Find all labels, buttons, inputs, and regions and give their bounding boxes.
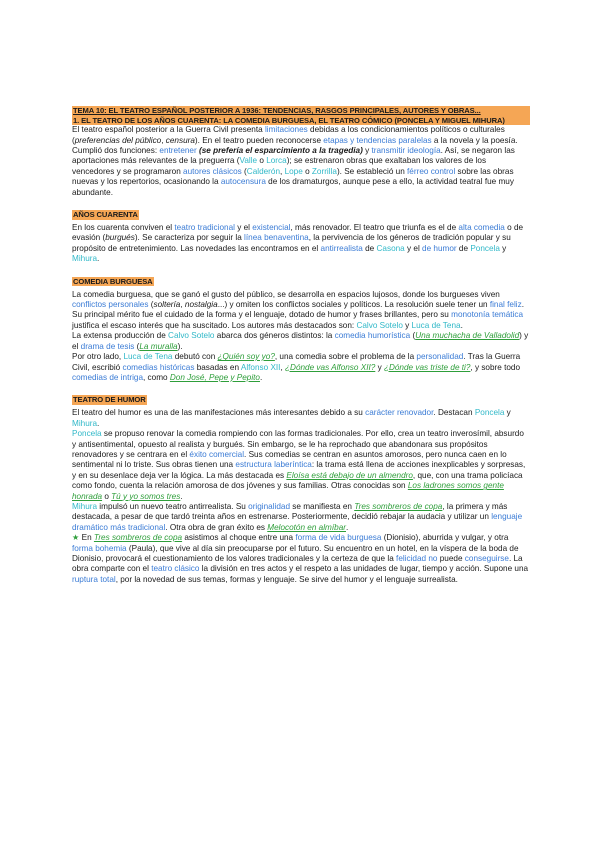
paragraph: ★ En Tres sombreros de copa asistimos al choque entre una forma de vida burguesa (Dionisio), aburrida y vulgar, y otra forma bohemia (Paula), que vive al día sin preocuparse por el futuro. Su encuentro en un hotel, en la víspera de la boda de Dionisio, provocará el cuestionamiento de los valores tradicionales y la certeza de que la felicidad no puede conseguirse. La obra comparte con el teatro clásico la división en tres actos y el respeto a las unidades de lugar, tiempo y acción. Supone una ruptura total, por la novedad de sus temas, formas y lenguaje. Se sirve del humor y el lenguaje surrealista. bbox=[72, 533, 529, 584]
paragraph: Mihura impulsó un nuevo teatro antirrealista. Su originalidad se manifiesta en Tres sombreros de copa, la primera y más destacada, a pesar de que tardó treinta años en estrenarse. Posteriormente, decidió rebajar la audacia y utilizar un lenguaje dramático más tradicional. Otra obra de gran éxito es Melocotón en almíbar. bbox=[72, 501, 523, 532]
section-heading: TEATRO DE HUMOR bbox=[73, 395, 146, 405]
star-icon: ★ bbox=[72, 533, 80, 543]
topic-title: TEMA 10: EL TEATRO ESPAÑOL POSTERIOR A 1936: TENDENCIAS, RASGOS PRINCIPALES, AUTORES Y OBRAS... bbox=[72, 106, 530, 116]
paragraph: Poncela se propuso renovar la comedia rompiendo con las formas tradicionales. Por ello, crea un teatro inverosímil, absurdo y antisentimental, opuesto al realista y burgués. Sin embargo, se le ha reprochado que abandonara sus propósitos renovadores y se centrara en el éxito comercial. Sus comedias se centran en asuntos amorosos, pero nunca caen en lo sentimental ni lo triste. Sus obras tienen una estructura laberíntica: la trama está llena de acciones inexplicables y sorpresas, y en su desenlace deja ver la lógica. La más destacada es Eloísa está debajo de un almendro, que, con una trama policíaca como fondo, cuenta la relación amorosa de dos jóvenes y sus familias. Otras conocidas son Los ladrones somos gente honrada o Tú y yo somos tres. bbox=[72, 429, 526, 501]
document-body bbox=[72, 106, 530, 585]
paragraph: Por otro lado, Luca de Tena debutó con ¿Quién soy yo?, una comedia sobre el problema de la personalidad. Tras la Guerra Civil, escribió comedias históricas basadas en Alfonso XII, ¿Dónde vas Alfonso XII? y ¿Dónde vas triste de ti?, y sobre todo comedias de intriga, como Don José, Pepe y Pepito. bbox=[72, 352, 521, 382]
paragraph: El teatro del humor es una de las manifestaciones más interesantes debido a su carácter renovador. Destacan Poncela y Mihura. bbox=[72, 408, 511, 428]
paragraph: Cumplió dos funciones: entretener (se prefería el esparcimiento a la tragedia) y transmitir ideología. Así, se negaron las aportaciones más relevantes de la preguerra (Valle o Lorca); se estrenaron obras que exaltaban los valores de los vencedores y se programaron autores clásicos (Calderón, Lope o Zorrilla). Se estableció un férreo control sobre las obras nuevas y los repertorios, ocasionando la autocensura de los dramaturgos, aunque pese a ello, la actividad teatral fue muy abundante. bbox=[72, 146, 515, 197]
paragraph: El teatro español posterior a la Guerra Civil presenta limitaciones debidas a los condicionamientos políticos o culturales (preferencias del público, censura). En el teatro pueden reconocerse etapas y tendencias paralelas a la novela y la poesía. bbox=[72, 125, 518, 145]
section-heading: AÑOS CUARENTA bbox=[73, 210, 138, 220]
paragraph: Su principal mérito fue el cuidado de la forma y el lenguaje, dotado de humor y frases brillantes, pero su monotonía temática justifica el escaso interés que ha suscitado. Los autores más destacados son: Calvo Sotelo y Luca de Tena. bbox=[72, 310, 524, 330]
paragraph: La extensa producción de Calvo Sotelo abarca dos géneros distintos: la comedia humorística (Una muchacha de Valladolid) y el drama de tesis (La muralla). bbox=[72, 331, 529, 351]
paragraph: La comedia burguesa, que se ganó el gusto del público, se desarrolla en espacios lujosos, donde los burgueses viven conflictos personales (soltería, nostalgia...) y omiten los conflictos sociales y políticos. La resolución suele tener un final feliz. bbox=[72, 289, 524, 310]
section-heading: COMEDIA BURGUESA bbox=[73, 276, 153, 286]
section-subtitle: 1. EL TEATRO DE LOS AÑOS CUARENTA: LA COMEDIA BURGUESA, EL TEATRO CÓMICO (PONCELA Y MIGUEL MIHURA) bbox=[72, 116, 530, 126]
paragraph: En los cuarenta conviven el teatro tradicional y el existencial, más renovador. El teatro que triunfa es el de alta comedia o de evasión (burgués). Se caracteriza por seguir la línea benaventina, la pervivencia de los géneros de tradición popular y su propósito de entretenimiento. Las novedades las encontramos en el antirrealista de Casona y el de humor de Poncela y Mihura. bbox=[72, 223, 524, 264]
